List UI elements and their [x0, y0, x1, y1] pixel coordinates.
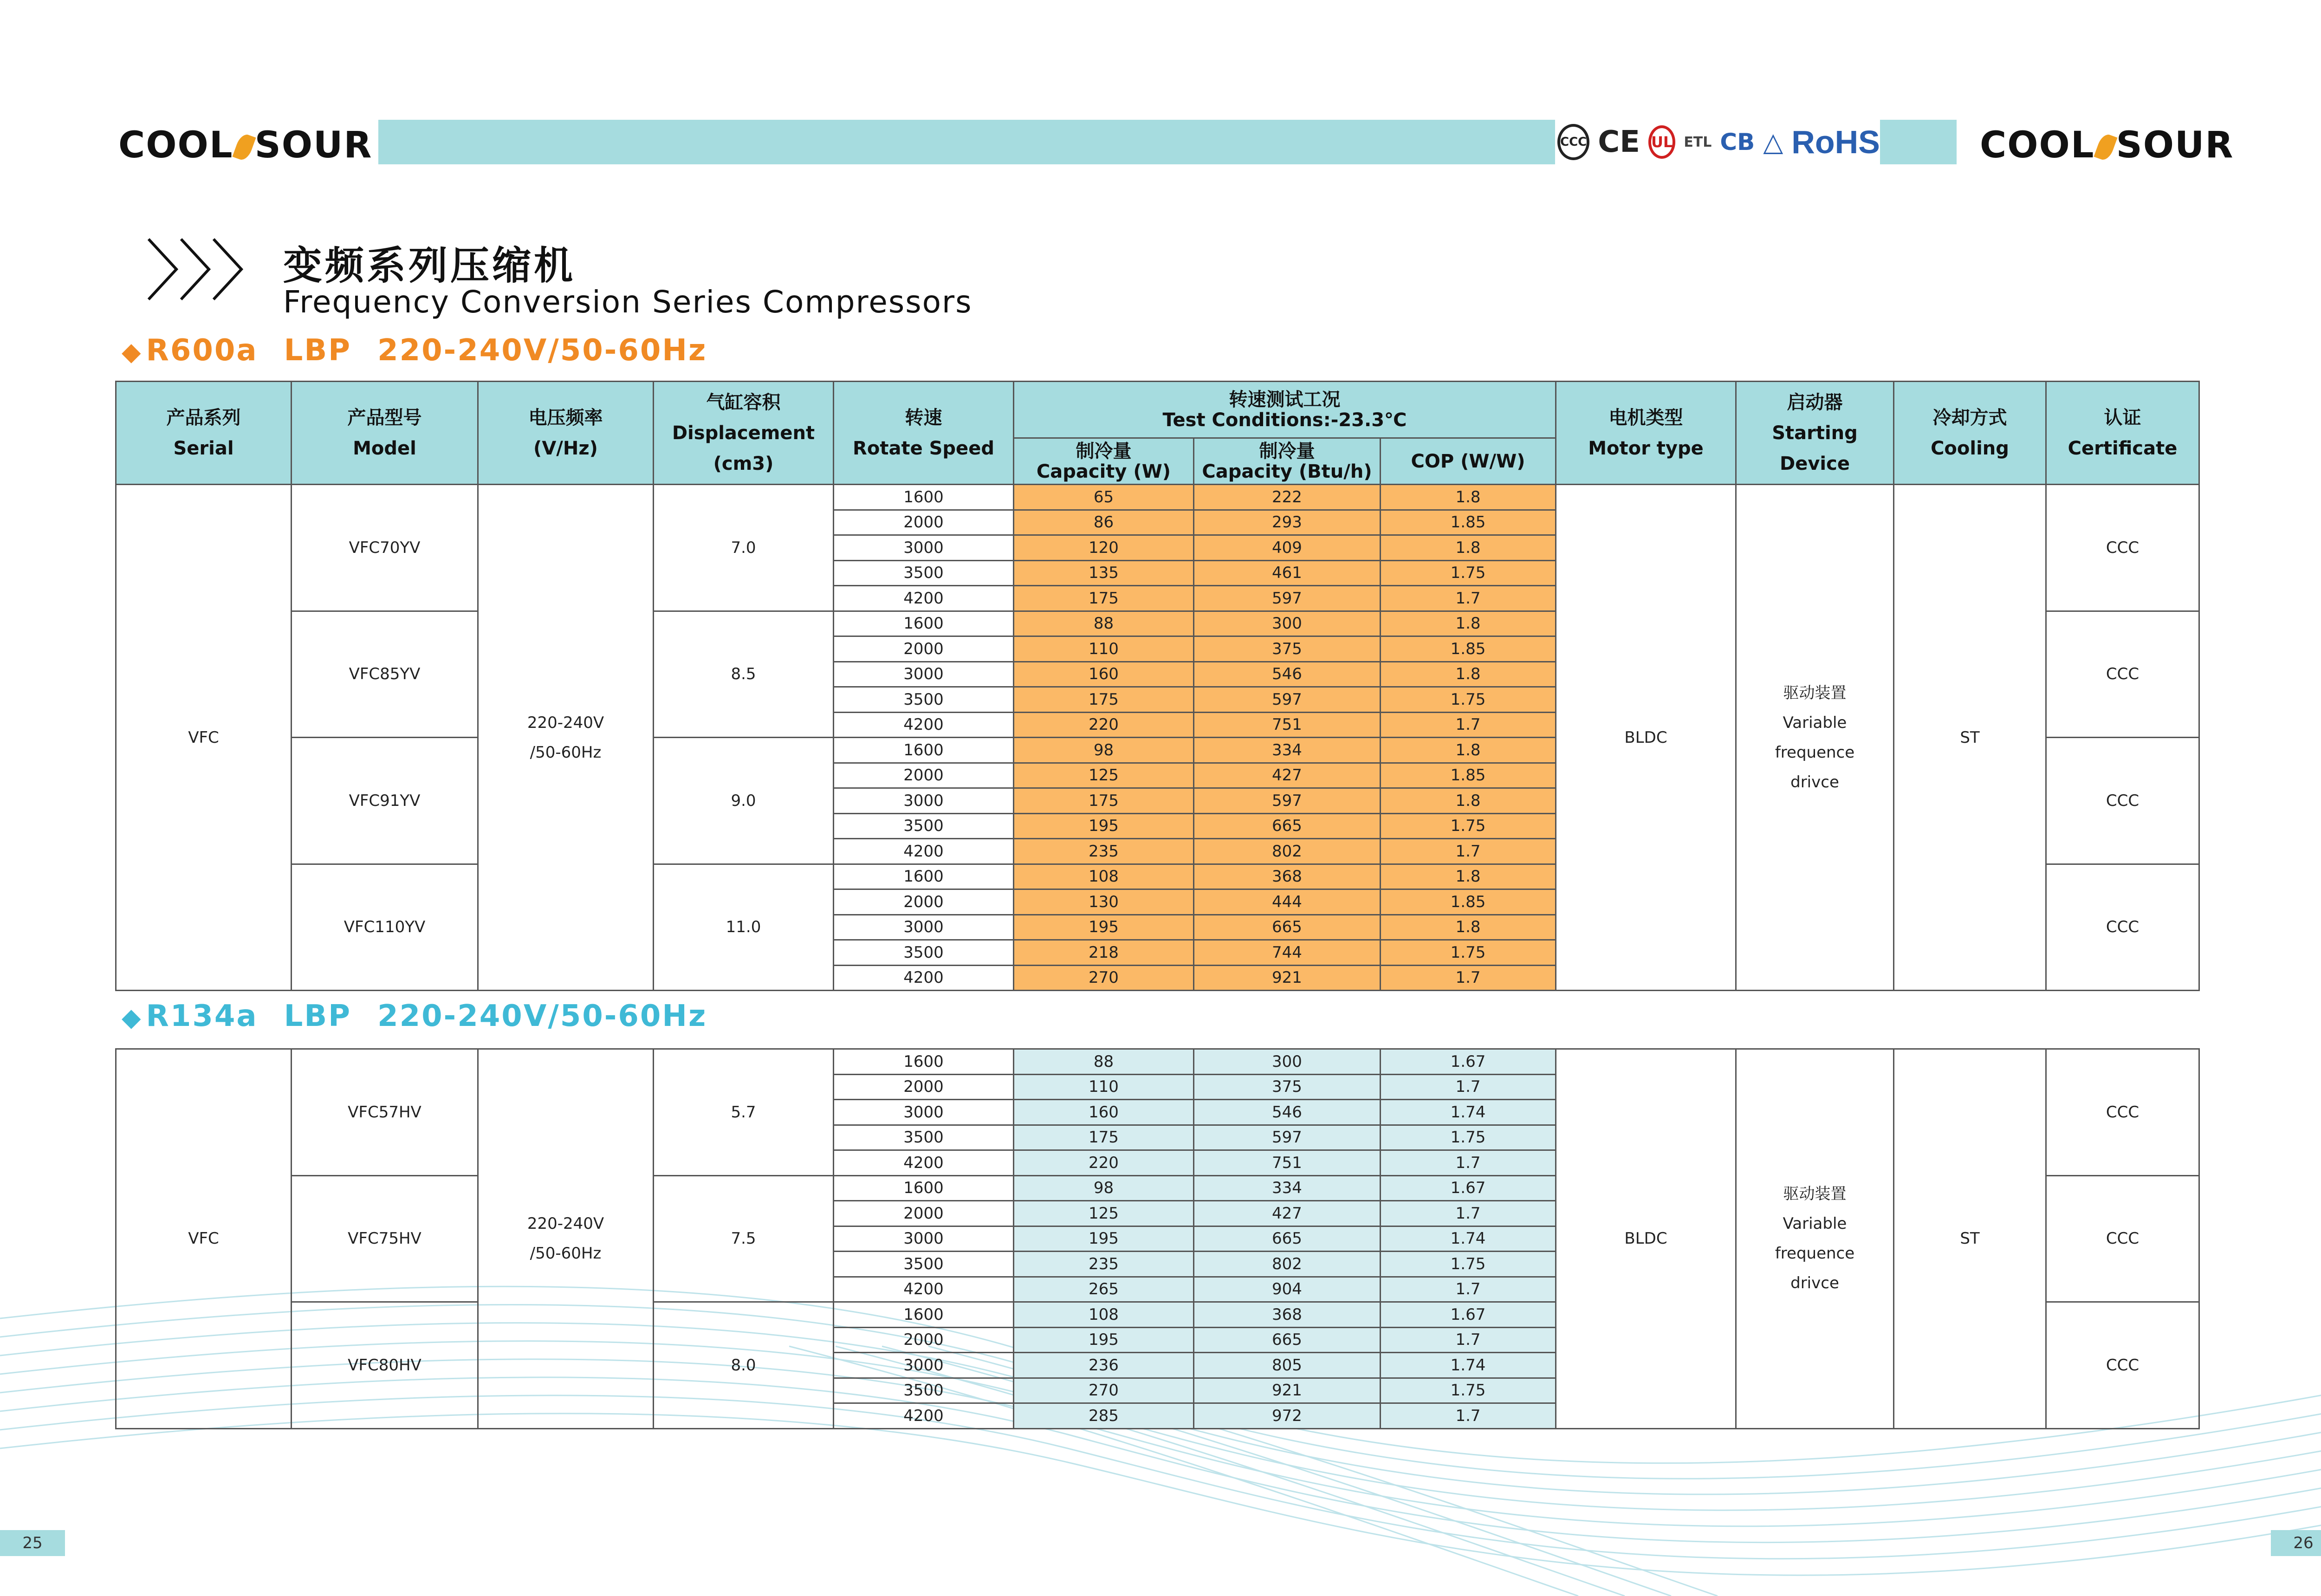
certificate-cell: CCC: [2046, 738, 2199, 864]
cop-cell: 1.75: [1381, 1378, 1556, 1403]
capacity-btu-cell: 665: [1194, 1226, 1381, 1252]
cop-cell: 1.7: [1381, 1150, 1556, 1176]
cop-cell: 1.7: [1381, 1327, 1556, 1353]
header-test-conditions: 转速测试工况 Test Conditions:-23.3℃: [1014, 382, 1556, 438]
speed-cell: 2000: [834, 889, 1014, 915]
capacity-w-cell: 125: [1014, 763, 1194, 788]
capacity-btu-cell: 597: [1194, 788, 1381, 814]
header-starting-device: 启动器 Starting Device: [1736, 382, 1894, 485]
speed-cell: 4200: [834, 965, 1014, 991]
capacity-btu-cell: 427: [1194, 763, 1381, 788]
speed-cell: 3000: [834, 535, 1014, 561]
capacity-btu-cell: 802: [1194, 1252, 1381, 1277]
capacity-w-cell: 130: [1014, 889, 1194, 915]
motor-type-cell: BLDC: [1556, 1049, 1736, 1429]
title-english: Frequency Conversion Series Compressors: [283, 284, 972, 320]
capacity-btu-cell: 597: [1194, 687, 1381, 713]
capacity-btu-cell: 546: [1194, 1100, 1381, 1125]
capacity-w-cell: 175: [1014, 1125, 1194, 1150]
capacity-w-cell: 265: [1014, 1277, 1194, 1302]
capacity-w-cell: 175: [1014, 586, 1194, 611]
capacity-btu-cell: 461: [1194, 560, 1381, 586]
model-cell: VFC85YV: [292, 611, 478, 738]
capacity-btu-cell: 546: [1194, 662, 1381, 687]
capacity-btu-cell: 921: [1194, 1378, 1381, 1403]
capacity-btu-cell: 744: [1194, 940, 1381, 966]
cop-cell: 1.8: [1381, 788, 1556, 814]
etl-mark-icon: ETL: [1684, 134, 1712, 150]
capacity-btu-cell: 427: [1194, 1201, 1381, 1226]
capacity-w-cell: 270: [1014, 1378, 1194, 1403]
cop-cell: 1.8: [1381, 535, 1556, 561]
diamond-icon: ◆: [122, 337, 143, 366]
capacity-w-cell: 160: [1014, 662, 1194, 687]
capacity-w-cell: 285: [1014, 1403, 1194, 1429]
header-voltage: 电压频率 (V/Hz): [478, 382, 654, 485]
chevrons-icon: [144, 234, 251, 304]
model-cell: VFC91YV: [292, 738, 478, 864]
cop-cell: 1.75: [1381, 1125, 1556, 1150]
speed-cell: 1600: [834, 864, 1014, 889]
capacity-btu-cell: 368: [1194, 864, 1381, 889]
cb-mark-icon: CB: [1720, 129, 1755, 156]
capacity-btu-cell: 665: [1194, 1327, 1381, 1353]
capacity-w-cell: 108: [1014, 864, 1194, 889]
cooling-cell: ST: [1894, 1049, 2046, 1429]
cop-cell: 1.8: [1381, 915, 1556, 940]
displacement-cell: 7.0: [654, 485, 834, 611]
cop-cell: 1.8: [1381, 611, 1556, 636]
cop-cell: 1.7: [1381, 1403, 1556, 1429]
capacity-w-cell: 235: [1014, 839, 1194, 864]
ul-mark-icon: UL: [1648, 125, 1675, 159]
cop-cell: 1.7: [1381, 839, 1556, 864]
cop-cell: 1.7: [1381, 1277, 1556, 1302]
capacity-btu-cell: 300: [1194, 1049, 1381, 1075]
cop-cell: 1.67: [1381, 1302, 1556, 1328]
ccc-mark-icon: CCC: [1557, 124, 1589, 160]
displacement-cell: 5.7: [654, 1049, 834, 1176]
speed-cell: 2000: [834, 636, 1014, 662]
title-chinese: 变频系列压缩机: [283, 243, 576, 288]
header-cop: COP (W/W): [1381, 438, 1556, 485]
capacity-btu-cell: 921: [1194, 965, 1381, 991]
cop-cell: 1.7: [1381, 586, 1556, 611]
capacity-w-cell: 270: [1014, 965, 1194, 991]
capacity-btu-cell: 334: [1194, 738, 1381, 763]
header-bar-left: [378, 120, 1555, 164]
ce-mark-icon: CE: [1598, 125, 1640, 159]
capacity-btu-cell: 300: [1194, 611, 1381, 636]
cop-cell: 1.7: [1381, 1074, 1556, 1100]
speed-cell: 3000: [834, 915, 1014, 940]
displacement-cell: 11.0: [654, 864, 834, 991]
capacity-w-cell: 236: [1014, 1353, 1194, 1378]
motor-type-cell: BLDC: [1556, 485, 1736, 991]
speed-cell: 3500: [834, 560, 1014, 586]
header-capacity-w: 制冷量 Capacity (W): [1014, 438, 1194, 485]
displacement-cell: 7.5: [654, 1175, 834, 1302]
header-rotate-speed: 转速 Rotate Speed: [834, 382, 1014, 485]
model-cell: VFC70YV: [292, 485, 478, 611]
model-cell: VFC80HV: [292, 1302, 478, 1429]
capacity-w-cell: 65: [1014, 485, 1194, 510]
cop-cell: 1.7: [1381, 965, 1556, 991]
speed-cell: 4200: [834, 1277, 1014, 1302]
serial-cell: VFC: [116, 1049, 292, 1429]
cop-cell: 1.8: [1381, 738, 1556, 763]
speed-cell: 2000: [834, 1327, 1014, 1353]
table-row: [116, 485, 2199, 510]
capacity-btu-cell: 751: [1194, 712, 1381, 738]
speed-cell: 2000: [834, 1201, 1014, 1226]
capacity-w-cell: 86: [1014, 510, 1194, 535]
capacity-w-cell: 195: [1014, 915, 1194, 940]
cop-cell: 1.8: [1381, 864, 1556, 889]
speed-cell: 4200: [834, 712, 1014, 738]
starting-device-cell: 驱动装置 Variable frequence drivce: [1736, 1049, 1894, 1429]
cop-cell: 1.7: [1381, 712, 1556, 738]
speed-cell: 3000: [834, 1100, 1014, 1125]
header-model: 产品型号 Model: [292, 382, 478, 485]
speed-cell: 1600: [834, 611, 1014, 636]
capacity-w-cell: 98: [1014, 1175, 1194, 1201]
capacity-w-cell: 135: [1014, 560, 1194, 586]
cop-cell: 1.7: [1381, 1201, 1556, 1226]
speed-cell: 1600: [834, 1175, 1014, 1201]
speed-cell: 3500: [834, 940, 1014, 966]
section-r134a-heading: ◆ R134a LBP 220-240V/50-60Hz: [122, 999, 707, 1033]
displacement-cell: 9.0: [654, 738, 834, 864]
cop-cell: 1.8: [1381, 485, 1556, 510]
table-row: [116, 1049, 2199, 1075]
header-capacity-btu: 制冷量 Capacity (Btu/h): [1194, 438, 1381, 485]
voltage-cell: 220-240V /50-60Hz: [478, 485, 654, 991]
triangle-mark-icon: △: [1763, 127, 1783, 157]
model-cell: VFC110YV: [292, 864, 478, 991]
capacity-w-cell: 88: [1014, 1049, 1194, 1075]
cop-cell: 1.67: [1381, 1049, 1556, 1075]
header-certificate: 认证 Certificate: [2046, 382, 2199, 485]
capacity-btu-cell: 904: [1194, 1277, 1381, 1302]
certificate-cell: CCC: [2046, 485, 2199, 611]
displacement-cell: 8.5: [654, 611, 834, 738]
speed-cell: 3500: [834, 1252, 1014, 1277]
leaf-icon: [232, 132, 256, 162]
rohs-mark-icon: RoHS: [1791, 124, 1880, 160]
capacity-btu-cell: 334: [1194, 1175, 1381, 1201]
serial-cell: VFC: [116, 485, 292, 991]
capacity-btu-cell: 597: [1194, 586, 1381, 611]
capacity-w-cell: 125: [1014, 1201, 1194, 1226]
cop-cell: 1.74: [1381, 1100, 1556, 1125]
header-serial: 产品系列 Serial: [116, 382, 292, 485]
speed-cell: 4200: [834, 1150, 1014, 1176]
capacity-btu-cell: 665: [1194, 813, 1381, 839]
capacity-w-cell: 218: [1014, 940, 1194, 966]
capacity-btu-cell: 293: [1194, 510, 1381, 535]
speed-cell: 2000: [834, 1074, 1014, 1100]
cop-cell: 1.85: [1381, 636, 1556, 662]
r134a-spec-table: [115, 1048, 2200, 1429]
r600a-spec-table: [115, 381, 2200, 991]
starting-device-cell: 驱动装置 Variable frequence drivce: [1736, 485, 1894, 991]
capacity-btu-cell: 805: [1194, 1353, 1381, 1378]
capacity-w-cell: 120: [1014, 535, 1194, 561]
speed-cell: 3500: [834, 1125, 1014, 1150]
certificate-cell: CCC: [2046, 611, 2199, 738]
cop-cell: 1.75: [1381, 1252, 1556, 1277]
speed-cell: 1600: [834, 738, 1014, 763]
speed-cell: 4200: [834, 839, 1014, 864]
speed-cell: 3500: [834, 1378, 1014, 1403]
capacity-btu-cell: 751: [1194, 1150, 1381, 1176]
cop-cell: 1.75: [1381, 560, 1556, 586]
diamond-icon: ◆: [122, 1003, 143, 1032]
capacity-w-cell: 110: [1014, 636, 1194, 662]
capacity-w-cell: 108: [1014, 1302, 1194, 1328]
capacity-w-cell: 175: [1014, 687, 1194, 713]
capacity-w-cell: 175: [1014, 788, 1194, 814]
speed-cell: 3500: [834, 687, 1014, 713]
cop-cell: 1.85: [1381, 889, 1556, 915]
speed-cell: 1600: [834, 1049, 1014, 1075]
speed-cell: 1600: [834, 485, 1014, 510]
header-bar-right: [1880, 120, 1957, 164]
header-motor-type: 电机类型 Motor type: [1556, 382, 1736, 485]
capacity-w-cell: 110: [1014, 1074, 1194, 1100]
page-number-right: 26: [2271, 1530, 2321, 1556]
cop-cell: 1.75: [1381, 687, 1556, 713]
capacity-w-cell: 160: [1014, 1100, 1194, 1125]
page-number-left: 25: [0, 1530, 65, 1556]
capacity-btu-cell: 409: [1194, 535, 1381, 561]
left-logo: COOL SOUR: [118, 124, 373, 166]
capacity-btu-cell: 597: [1194, 1125, 1381, 1150]
cooling-cell: ST: [1894, 485, 2046, 991]
speed-cell: 2000: [834, 510, 1014, 535]
speed-cell: 3000: [834, 1353, 1014, 1378]
certificate-cell: CCC: [2046, 1302, 2199, 1429]
capacity-w-cell: 88: [1014, 611, 1194, 636]
cop-cell: 1.75: [1381, 813, 1556, 839]
capacity-btu-cell: 368: [1194, 1302, 1381, 1328]
capacity-btu-cell: 972: [1194, 1403, 1381, 1429]
capacity-btu-cell: 444: [1194, 889, 1381, 915]
model-cell: VFC57HV: [292, 1049, 478, 1176]
capacity-btu-cell: 375: [1194, 1074, 1381, 1100]
certification-logos: [1557, 120, 1878, 164]
header-cooling: 冷却方式 Cooling: [1894, 382, 2046, 485]
speed-cell: 3000: [834, 788, 1014, 814]
capacity-btu-cell: 802: [1194, 839, 1381, 864]
certificate-cell: CCC: [2046, 864, 2199, 991]
header-displacement: 气缸容积 Displacement (cm3): [654, 382, 834, 485]
capacity-w-cell: 195: [1014, 1327, 1194, 1353]
capacity-btu-cell: 665: [1194, 915, 1381, 940]
capacity-w-cell: 195: [1014, 1226, 1194, 1252]
capacity-w-cell: 195: [1014, 813, 1194, 839]
speed-cell: 4200: [834, 586, 1014, 611]
section-r600a-heading: ◆ R600a LBP 220-240V/50-60Hz: [122, 333, 707, 368]
speed-cell: 4200: [834, 1403, 1014, 1429]
leaf-icon: [2094, 132, 2117, 162]
voltage-cell: 220-240V /50-60Hz: [478, 1049, 654, 1429]
certificate-cell: CCC: [2046, 1175, 2199, 1302]
model-cell: VFC75HV: [292, 1175, 478, 1302]
cop-cell: 1.8: [1381, 662, 1556, 687]
certificate-cell: CCC: [2046, 1049, 2199, 1176]
cop-cell: 1.67: [1381, 1175, 1556, 1201]
capacity-w-cell: 235: [1014, 1252, 1194, 1277]
right-logo: COOL SOUR: [1980, 124, 2234, 166]
capacity-w-cell: 220: [1014, 712, 1194, 738]
cop-cell: 1.85: [1381, 510, 1556, 535]
speed-cell: 3500: [834, 813, 1014, 839]
cop-cell: 1.74: [1381, 1226, 1556, 1252]
capacity-btu-cell: 375: [1194, 636, 1381, 662]
speed-cell: 3000: [834, 662, 1014, 687]
cop-cell: 1.85: [1381, 763, 1556, 788]
capacity-w-cell: 98: [1014, 738, 1194, 763]
speed-cell: 1600: [834, 1302, 1014, 1328]
speed-cell: 3000: [834, 1226, 1014, 1252]
cop-cell: 1.75: [1381, 940, 1556, 966]
displacement-cell: 8.0: [654, 1302, 834, 1429]
capacity-btu-cell: 222: [1194, 485, 1381, 510]
cop-cell: 1.74: [1381, 1353, 1556, 1378]
capacity-w-cell: 220: [1014, 1150, 1194, 1176]
speed-cell: 2000: [834, 763, 1014, 788]
